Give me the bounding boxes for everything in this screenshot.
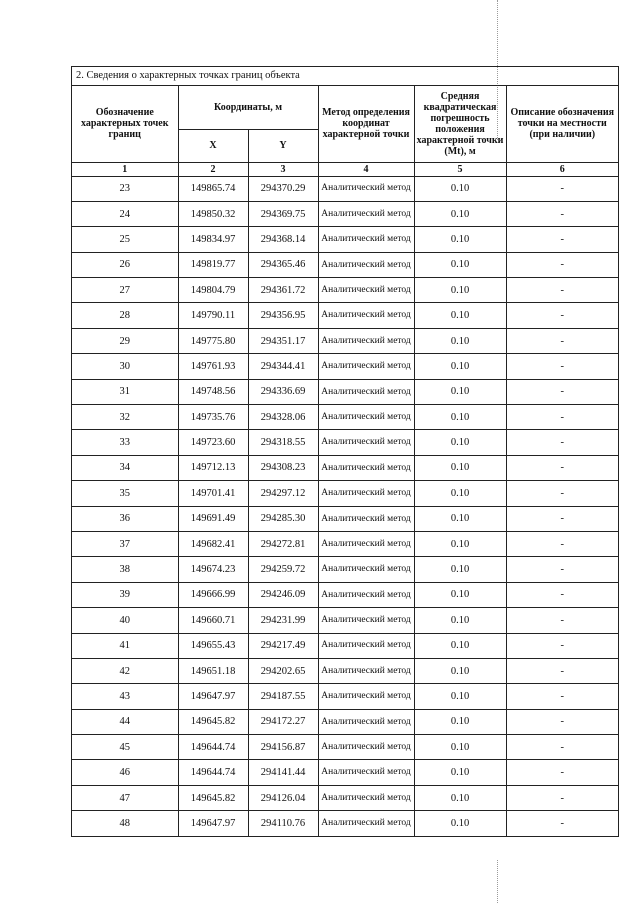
point-number-cell: 36 [72, 506, 178, 531]
x-coordinate-cell: 149647.97 [178, 684, 248, 709]
y-coordinate-cell: 294351.17 [248, 328, 318, 353]
header-coordinates: Координаты, м [178, 86, 318, 129]
method-cell: Аналитический метод [318, 785, 414, 810]
description-cell: - [506, 811, 618, 836]
x-coordinate-cell: 149655.43 [178, 633, 248, 658]
point-number-cell: 40 [72, 608, 178, 633]
x-coordinate-cell: 149761.93 [178, 354, 248, 379]
x-coordinate-cell: 149850.32 [178, 201, 248, 226]
method-cell: Аналитический метод [318, 506, 414, 531]
point-number-cell: 30 [72, 354, 178, 379]
error-cell: 0.10 [414, 430, 506, 455]
error-cell: 0.10 [414, 252, 506, 277]
description-cell: - [506, 252, 618, 277]
table-row [72, 531, 618, 556]
error-cell: 0.10 [414, 608, 506, 633]
y-coordinate-cell: 294202.65 [248, 658, 318, 683]
header-description: Описание обозначения точки на местности (при наличии) [506, 86, 618, 162]
header-point-designation: Обозначение характерных точек границ [72, 86, 178, 162]
error-cell: 0.10 [414, 684, 506, 709]
table-row [72, 481, 618, 506]
error-cell: 0.10 [414, 811, 506, 836]
table-row [72, 785, 618, 810]
description-cell: - [506, 278, 618, 303]
error-cell: 0.10 [414, 785, 506, 810]
error-cell: 0.10 [414, 633, 506, 658]
y-coordinate-cell: 294297.12 [248, 481, 318, 506]
x-coordinate-cell: 149674.23 [178, 557, 248, 582]
x-coordinate-cell: 149644.74 [178, 760, 248, 785]
column-number: 5 [414, 162, 506, 176]
error-cell: 0.10 [414, 709, 506, 734]
method-cell: Аналитический метод [318, 430, 414, 455]
point-number-cell: 33 [72, 430, 178, 455]
y-coordinate-cell: 294369.75 [248, 201, 318, 226]
table-row [72, 354, 618, 379]
method-cell: Аналитический метод [318, 531, 414, 556]
point-number-cell: 44 [72, 709, 178, 734]
description-cell: - [506, 405, 618, 430]
table-row [72, 303, 618, 328]
table-row [72, 405, 618, 430]
error-cell: 0.10 [414, 278, 506, 303]
x-coordinate-cell: 149701.41 [178, 481, 248, 506]
table-row [72, 658, 618, 683]
column-number: 3 [248, 162, 318, 176]
description-cell: - [506, 582, 618, 607]
y-coordinate-cell: 294259.72 [248, 557, 318, 582]
method-cell: Аналитический метод [318, 658, 414, 683]
x-coordinate-cell: 149651.18 [178, 658, 248, 683]
description-cell: - [506, 176, 618, 201]
method-cell: Аналитический метод [318, 379, 414, 404]
error-cell: 0.10 [414, 354, 506, 379]
x-coordinate-cell: 149691.49 [178, 506, 248, 531]
error-cell: 0.10 [414, 481, 506, 506]
y-coordinate-cell: 294110.76 [248, 811, 318, 836]
method-cell: Аналитический метод [318, 760, 414, 785]
description-cell: - [506, 684, 618, 709]
method-cell: Аналитический метод [318, 455, 414, 480]
y-coordinate-cell: 294272.81 [248, 531, 318, 556]
y-coordinate-cell: 294336.69 [248, 379, 318, 404]
x-coordinate-cell: 149645.82 [178, 785, 248, 810]
point-number-cell: 32 [72, 405, 178, 430]
method-cell: Аналитический метод [318, 354, 414, 379]
error-cell: 0.10 [414, 176, 506, 201]
error-cell: 0.10 [414, 531, 506, 556]
error-cell: 0.10 [414, 557, 506, 582]
y-coordinate-cell: 294217.49 [248, 633, 318, 658]
point-number-cell: 27 [72, 278, 178, 303]
x-coordinate-cell: 149666.99 [178, 582, 248, 607]
x-coordinate-cell: 149865.74 [178, 176, 248, 201]
description-cell: - [506, 481, 618, 506]
y-coordinate-cell: 294187.55 [248, 684, 318, 709]
error-cell: 0.10 [414, 379, 506, 404]
boundary-points-sheet [71, 66, 619, 837]
method-cell: Аналитический метод [318, 303, 414, 328]
x-coordinate-cell: 149723.60 [178, 430, 248, 455]
point-number-cell: 46 [72, 760, 178, 785]
y-coordinate-cell: 294126.04 [248, 785, 318, 810]
table-row [72, 582, 618, 607]
method-cell: Аналитический метод [318, 201, 414, 226]
method-cell: Аналитический метод [318, 176, 414, 201]
y-coordinate-cell: 294285.30 [248, 506, 318, 531]
point-number-cell: 41 [72, 633, 178, 658]
boundary-points-table [72, 86, 618, 836]
error-cell: 0.10 [414, 760, 506, 785]
error-cell: 0.10 [414, 506, 506, 531]
header-method: Метод определения координат характерной точки [318, 86, 414, 162]
method-cell: Аналитический метод [318, 811, 414, 836]
point-number-cell: 26 [72, 252, 178, 277]
method-cell: Аналитический метод [318, 328, 414, 353]
method-cell: Аналитический метод [318, 227, 414, 252]
method-cell: Аналитический метод [318, 278, 414, 303]
table-row [72, 176, 618, 201]
x-coordinate-cell: 149644.74 [178, 735, 248, 760]
y-coordinate-cell: 294344.41 [248, 354, 318, 379]
y-coordinate-cell: 294141.44 [248, 760, 318, 785]
method-cell: Аналитический метод [318, 735, 414, 760]
x-coordinate-cell: 149775.80 [178, 328, 248, 353]
table-row [72, 278, 618, 303]
method-cell: Аналитический метод [318, 557, 414, 582]
x-coordinate-cell: 149712.13 [178, 455, 248, 480]
x-coordinate-cell: 149834.97 [178, 227, 248, 252]
description-cell: - [506, 531, 618, 556]
y-coordinate-cell: 294365.46 [248, 252, 318, 277]
y-coordinate-cell: 294361.72 [248, 278, 318, 303]
description-cell: - [506, 785, 618, 810]
y-coordinate-cell: 294156.87 [248, 735, 318, 760]
point-number-cell: 37 [72, 531, 178, 556]
y-coordinate-cell: 294356.95 [248, 303, 318, 328]
point-number-cell: 35 [72, 481, 178, 506]
table-row [72, 430, 618, 455]
point-number-cell: 29 [72, 328, 178, 353]
column-number: 1 [72, 162, 178, 176]
x-coordinate-cell: 149682.41 [178, 531, 248, 556]
table-row [72, 227, 618, 252]
point-number-cell: 31 [72, 379, 178, 404]
description-cell: - [506, 506, 618, 531]
point-number-cell: 47 [72, 785, 178, 810]
y-coordinate-cell: 294328.06 [248, 405, 318, 430]
description-cell: - [506, 303, 618, 328]
column-number: 6 [506, 162, 618, 176]
method-cell: Аналитический метод [318, 608, 414, 633]
y-coordinate-cell: 294172.27 [248, 709, 318, 734]
table-row [72, 201, 618, 226]
point-number-cell: 34 [72, 455, 178, 480]
header-error: Средняя квадратическая погрешность положения характерной точки (Mt), м [414, 86, 506, 162]
y-coordinate-cell: 294368.14 [248, 227, 318, 252]
table-row [72, 684, 618, 709]
y-coordinate-cell: 294370.29 [248, 176, 318, 201]
column-number: 2 [178, 162, 248, 176]
description-cell: - [506, 201, 618, 226]
point-number-cell: 23 [72, 176, 178, 201]
column-number: 4 [318, 162, 414, 176]
description-cell: - [506, 557, 618, 582]
description-cell: - [506, 379, 618, 404]
description-cell: - [506, 760, 618, 785]
point-number-cell: 39 [72, 582, 178, 607]
table-row [72, 633, 618, 658]
table-row [72, 328, 618, 353]
error-cell: 0.10 [414, 303, 506, 328]
point-number-cell: 42 [72, 658, 178, 683]
description-cell: - [506, 735, 618, 760]
table-row [72, 735, 618, 760]
y-coordinate-cell: 294308.23 [248, 455, 318, 480]
description-cell: - [506, 354, 618, 379]
description-cell: - [506, 709, 618, 734]
description-cell: - [506, 633, 618, 658]
y-coordinate-cell: 294246.09 [248, 582, 318, 607]
column-number-row [72, 162, 618, 176]
method-cell: Аналитический метод [318, 481, 414, 506]
description-cell: - [506, 227, 618, 252]
x-coordinate-cell: 149804.79 [178, 278, 248, 303]
x-coordinate-cell: 149790.11 [178, 303, 248, 328]
method-cell: Аналитический метод [318, 405, 414, 430]
x-coordinate-cell: 149660.71 [178, 608, 248, 633]
x-coordinate-cell: 149647.97 [178, 811, 248, 836]
header-x: X [178, 129, 248, 162]
error-cell: 0.10 [414, 582, 506, 607]
error-cell: 0.10 [414, 735, 506, 760]
x-coordinate-cell: 149735.76 [178, 405, 248, 430]
method-cell: Аналитический метод [318, 633, 414, 658]
table-row [72, 608, 618, 633]
method-cell: Аналитический метод [318, 582, 414, 607]
error-cell: 0.10 [414, 658, 506, 683]
point-number-cell: 43 [72, 684, 178, 709]
section-title: 2. Сведения о характерных точках границ объекта [72, 67, 618, 86]
method-cell: Аналитический метод [318, 252, 414, 277]
error-cell: 0.10 [414, 227, 506, 252]
method-cell: Аналитический метод [318, 709, 414, 734]
point-number-cell: 38 [72, 557, 178, 582]
table-row [72, 557, 618, 582]
table-row [72, 252, 618, 277]
y-coordinate-cell: 294231.99 [248, 608, 318, 633]
description-cell: - [506, 328, 618, 353]
x-coordinate-cell: 149748.56 [178, 379, 248, 404]
description-cell: - [506, 455, 618, 480]
point-number-cell: 48 [72, 811, 178, 836]
table-row [72, 455, 618, 480]
table-row [72, 811, 618, 836]
error-cell: 0.10 [414, 201, 506, 226]
table-row [72, 709, 618, 734]
x-coordinate-cell: 149819.77 [178, 252, 248, 277]
header-y: Y [248, 129, 318, 162]
table-body [72, 176, 618, 836]
table-row [72, 379, 618, 404]
error-cell: 0.10 [414, 328, 506, 353]
description-cell: - [506, 430, 618, 455]
method-cell: Аналитический метод [318, 684, 414, 709]
error-cell: 0.10 [414, 405, 506, 430]
error-cell: 0.10 [414, 455, 506, 480]
table-row [72, 760, 618, 785]
point-number-cell: 24 [72, 201, 178, 226]
description-cell: - [506, 658, 618, 683]
point-number-cell: 28 [72, 303, 178, 328]
point-number-cell: 45 [72, 735, 178, 760]
scan-margin-line [497, 860, 498, 903]
point-number-cell: 25 [72, 227, 178, 252]
y-coordinate-cell: 294318.55 [248, 430, 318, 455]
table-row [72, 506, 618, 531]
x-coordinate-cell: 149645.82 [178, 709, 248, 734]
header-row [72, 86, 618, 129]
description-cell: - [506, 608, 618, 633]
